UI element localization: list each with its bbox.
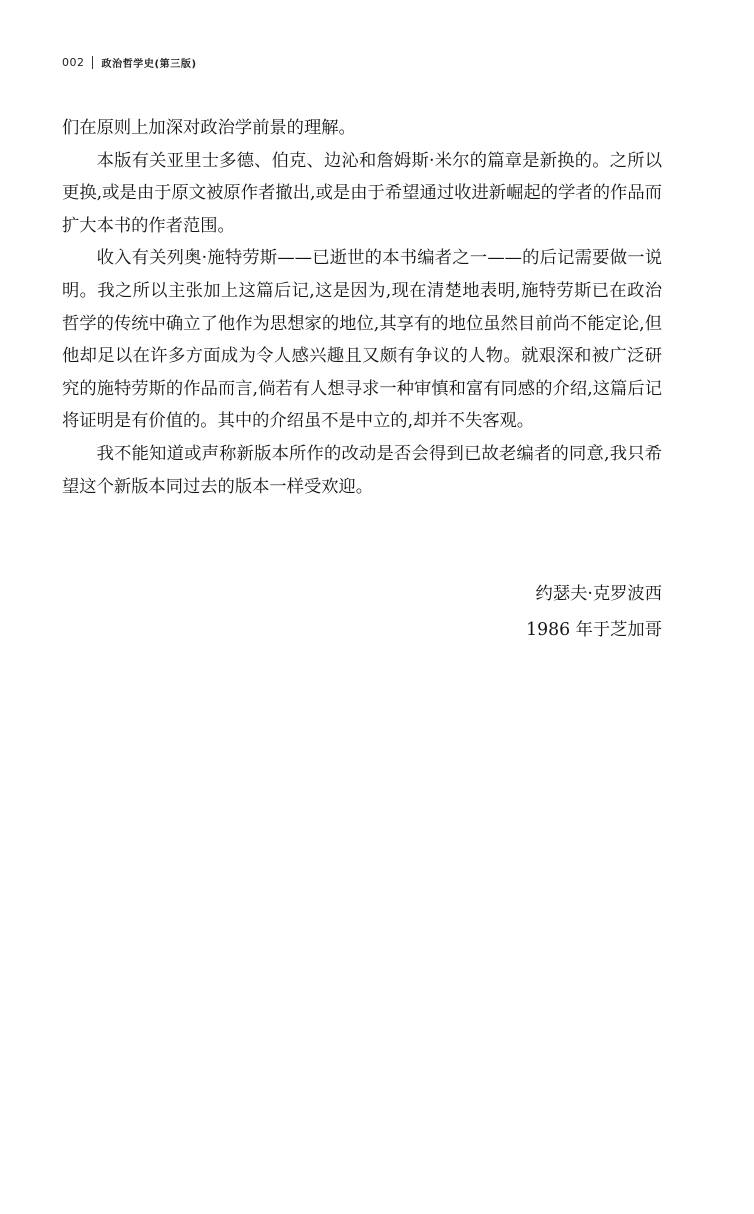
signature-block [526,576,662,648]
header-divider [92,56,93,69]
paragraph-new-chapters: 本版有关亚里士多德、伯克、边沁和詹姆斯·米尔的篇章是新换的。之所以更换,或是由于原文被原作者撤出,或是由于希望通过收进新崛起的学者的作品而扩大本书的作者范围。 [62,150,662,236]
running-head [62,54,197,70]
page-number: 002 [62,55,85,69]
running-head-title: 政治哲学史(第三版) [101,58,197,70]
signature-author: 约瑟夫·克罗波西 [535,584,662,604]
paragraph-strauss-afterword: 收入有关列奥·施特劳斯——已逝世的本书编者之一——的后记需要做一说明。我之所以主张加上这篇后记,这是因为,现在清楚地表明,施特劳斯已在政治哲学的传统中确立了他作为思想家的地位,其享有的地位虽然目前尚不能定论,但他却足以在许多方面成为令人感兴趣且又颇有争议的人物。就艰深和被广泛研究的施特劳斯的作品而言,倘若有人想寻求一种审慎和富有同感的介绍,这篇后记将证明是有价值的。其中的介绍虽不是中立的,却并不失客观。 [62,248,662,432]
paragraph-closing: 我不能知道或声称新版本所作的改动是否会得到已故老编者的同意,我只希望这个新版本同过去的版本一样受欢迎。 [62,443,662,497]
body-text [62,112,662,503]
paragraph-continued: 们在原则上加深对政治学前景的理解。 [62,118,356,138]
signature-date-place: 1986 年于芝加哥 [526,620,662,640]
